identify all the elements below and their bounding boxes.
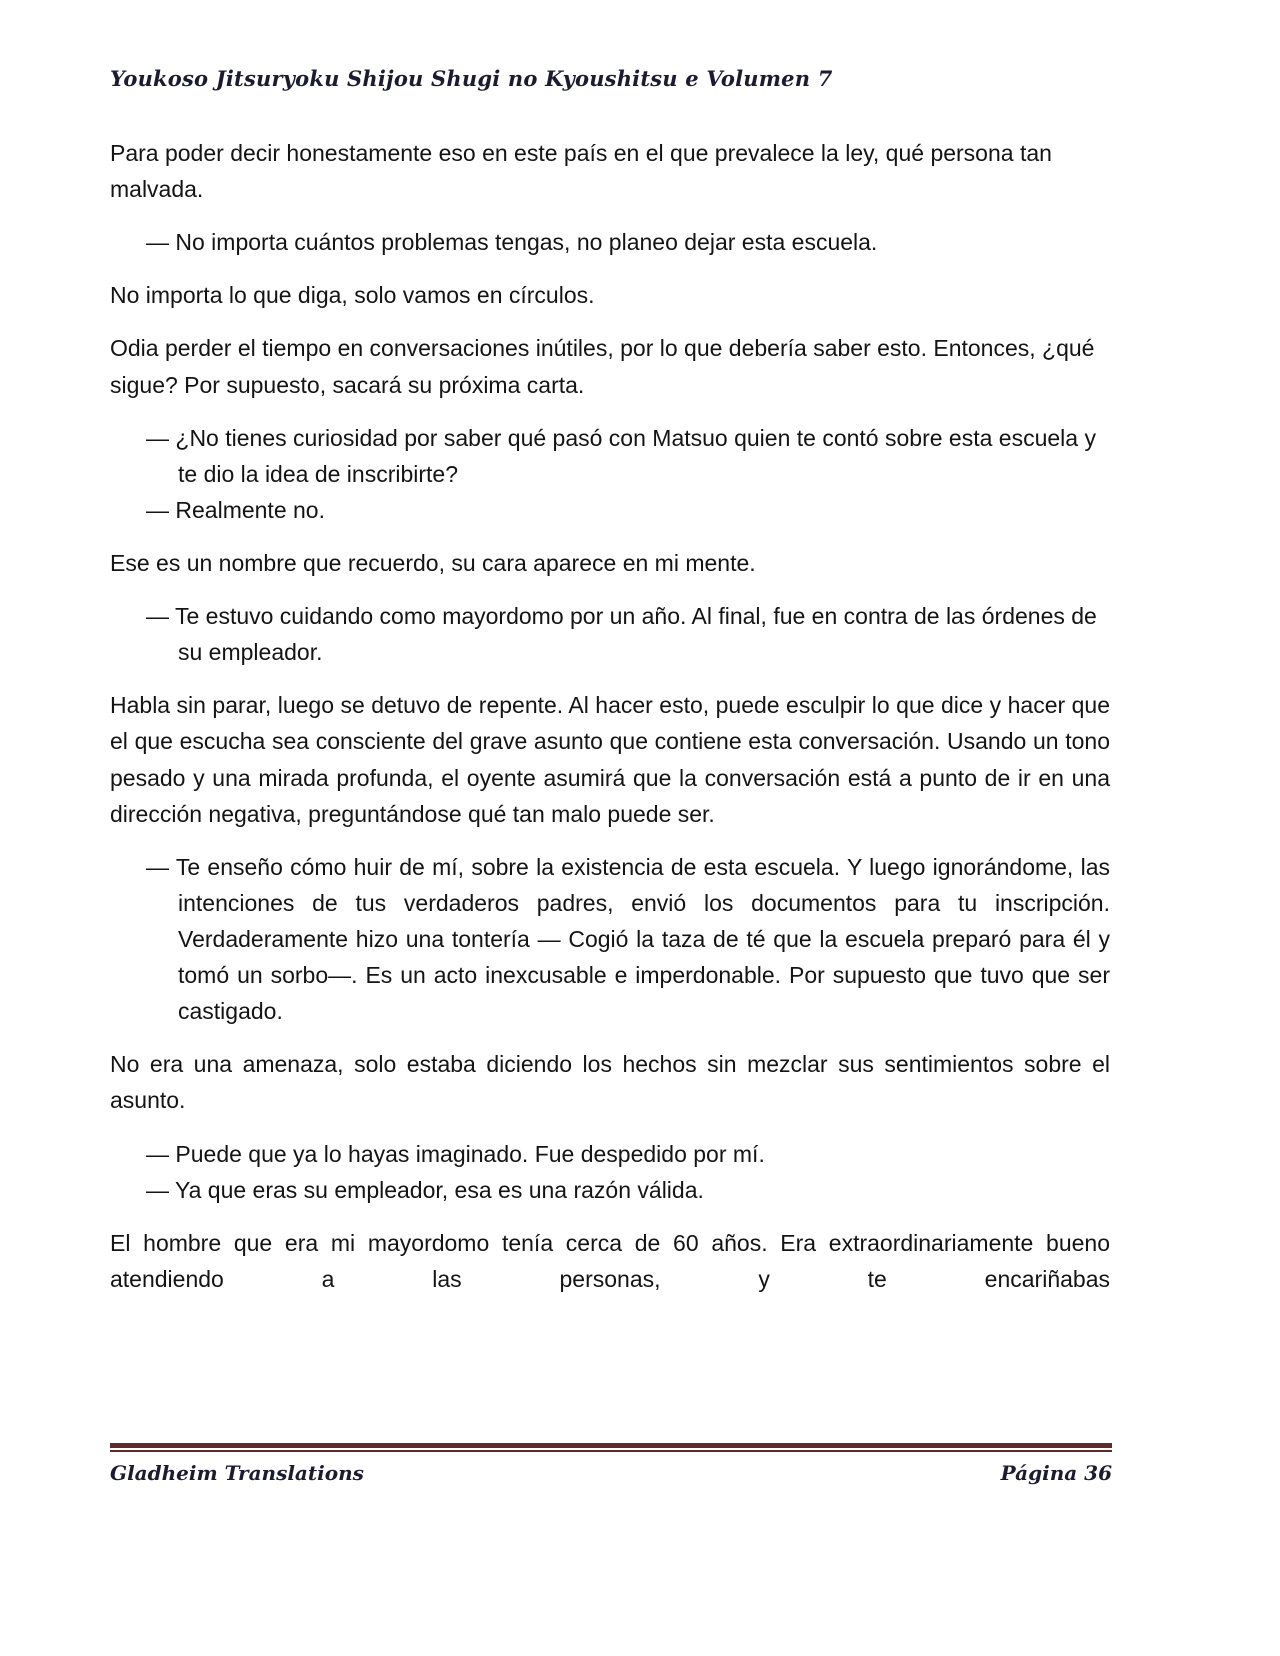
footer-translator-credit: Gladheim Translations <box>110 1461 364 1485</box>
paragraph-dialogue: — Puede que ya lo hayas imaginado. Fue despedido por mí. <box>146 1140 765 1167</box>
paragraph-narration: El hombre que era mi mayordomo tenía cerca de 60 años. Era extraordinariamente bueno atendiendo a las personas, y te encariñabas <box>110 1229 1110 1292</box>
paragraph-dialogue: — Te enseño cómo huir de mí, sobre la existencia de esta escuela. Y luego ignorándome, las intenciones de tus verdaderos padres, envió los documentos para tu inscripción. Verdaderamente hizo una tontería — Cogió la taza de té que la escuela preparó para él y tomó un sorbo—. Es un acto inexcusable e imperdonable. Por supuesto que tuvo que ser castigado. <box>146 853 1110 1025</box>
paragraph-dialogue: — Realmente no. <box>146 496 325 523</box>
paragraph-narration: Odia perder el tiempo en conversaciones inútiles, por lo que debería saber esto. Entonces, ¿qué sigue? Por supuesto, sacará su próxima carta. <box>110 335 1095 398</box>
paragraph-dialogue: — Te estuvo cuidando como mayordomo por un año. Al final, fue en contra de las órdenes de su empleador. <box>146 603 1097 666</box>
page-footer <box>110 1443 1112 1485</box>
page-body <box>110 135 1110 1297</box>
paragraph-dialogue: — ¿No tienes curiosidad por saber qué pasó con Matsuo quien te contó sobre esta escuela y te dio la idea de inscribirte? <box>146 424 1096 487</box>
paragraph-dialogue: — Ya que eras su empleador, esa es una razón válida. <box>146 1176 704 1203</box>
footer-divider <box>110 1443 1112 1452</box>
paragraph-narration: Habla sin parar, luego se detuvo de repente. Al hacer esto, puede esculpir lo que dice y hacer que el que escucha sea consciente del grave asunto que contiene esta conversación. Usando un tono pesado y una mirada profunda, el oyente asumirá que la conversación está a punto de ir en una dirección negativa, preguntándose qué tan malo puede ser. <box>110 692 1110 827</box>
footer-row <box>110 1461 1112 1485</box>
paragraph-narration: No importa lo que diga, solo vamos en círculos. <box>110 282 595 309</box>
paragraph-narration: Para poder decir honestamente eso en este país en el que prevalece la ley, qué persona tan malvada. <box>110 140 1052 203</box>
paragraph-narration: Ese es un nombre que recuerdo, su cara aparece en mi mente. <box>110 549 756 576</box>
paragraph-dialogue: — No importa cuántos problemas tengas, no planeo dejar esta escuela. <box>146 229 878 256</box>
paragraph-narration: No era una amenaza, solo estaba diciendo los hechos sin mezclar sus sentimientos sobre el asunto. <box>110 1051 1110 1114</box>
page-header <box>110 66 1110 91</box>
footer-page-number: Página 36 <box>1000 1461 1112 1485</box>
page-title: Youkoso Jitsuryoku Shijou Shugi no Kyoushitsu e Volumen 7 <box>110 66 833 91</box>
